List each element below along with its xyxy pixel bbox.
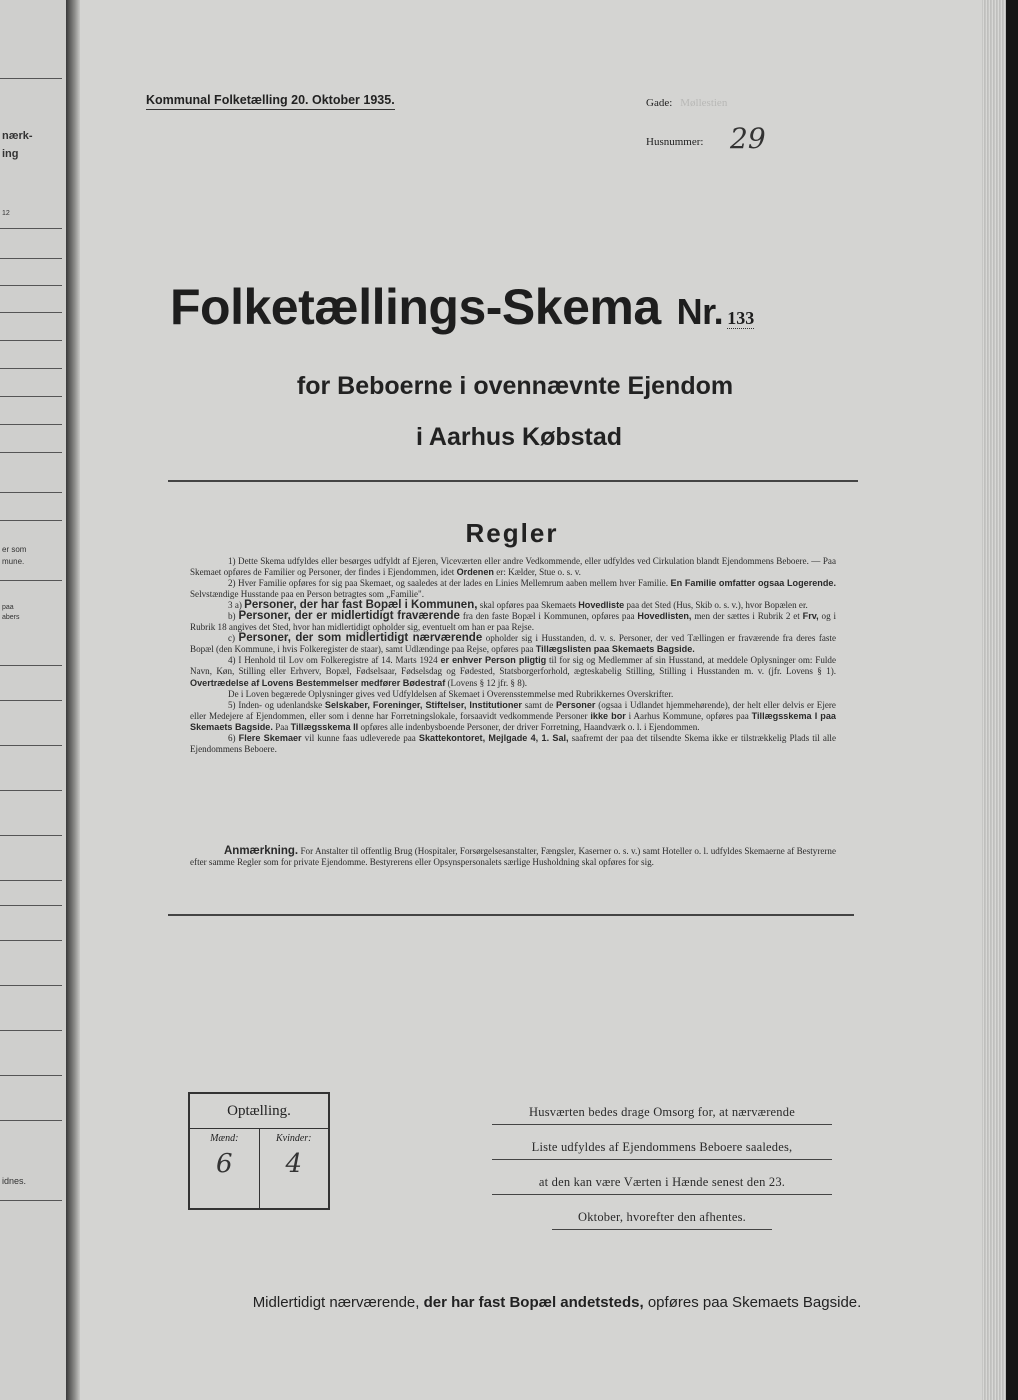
street-value: Møllestien — [680, 97, 728, 109]
men-column — [190, 1129, 259, 1209]
footer-note — [172, 1294, 942, 1311]
form-title — [170, 278, 754, 336]
women-count: 4 — [285, 1149, 303, 1179]
footer-part-2: der har fast Bopæl andetsteds, — [423, 1294, 644, 1311]
left-rule — [0, 78, 62, 79]
owner-line-4: Oktober, hvorefter den afhentes. — [552, 1205, 772, 1230]
rule-3b: b) Personer, der er midlertidigt fraværende fra den faste Bopæl i Kommunen, opføres paa Hovedlisten, men der sættes i Rubrik 2 et Frv, og i Rubrik 18 angives det Sted, hvor han midlertidigt opholder sig, eventuelt om han er paa Rejse. — [190, 610, 837, 633]
owner-line-1: Husværten bedes drage Omsorg for, at nærværende — [492, 1100, 832, 1125]
left-rule — [0, 835, 62, 836]
left-rule — [0, 985, 62, 986]
street-label: Gade: — [646, 97, 673, 109]
left-rule — [0, 258, 62, 259]
left-rule — [0, 520, 62, 521]
rule-4: 4) I Henhold til Lov om Folkeregistre af 14. Marts 1924 er enhver Person pligtig til for sig og Medlemmer af sin Husstand, at meddele Oplysninger om: Fulde Navn, Køn, Stilling eller Erhverv, Bopæl, Fødselsaar, Fødselsdag og Fødested, Statsborgerforhold, ægteskabelig Stilling, Stilling i Husstanden m. v. (jfr. Lovens § 1). Overtrædelse af Lovens Bestemmelser medfører Bødestraf (Lovens § 12 jfr. § 8). — [190, 655, 836, 688]
footer-part-1: Midlertidigt nærværende, — [252, 1294, 420, 1311]
left-rule — [0, 905, 62, 906]
house-number-field — [646, 136, 703, 148]
left-fragment: abers — [2, 614, 20, 621]
house-number-label: Husnummer: — [646, 136, 704, 148]
left-rule — [0, 396, 62, 397]
title-divider — [168, 480, 858, 482]
census-form-page — [80, 0, 990, 1400]
owner-line-3: at den kan være Værten i Hænde senest den 23. — [492, 1170, 832, 1195]
owner-instructions — [492, 1100, 832, 1240]
form-title-main: Folketællings-Skema — [170, 279, 661, 335]
form-subtitle-2: i Aarhus Købstad — [415, 423, 623, 451]
count-title: Optælling. — [190, 1094, 328, 1129]
rule-3a: 3 a) Personer, der har fast Bopæl i Kommunen, skal opføres paa Skemaets Hovedliste paa det Sted (Hus, Skib o. s. v.), hvor Bopælen er. — [228, 599, 808, 612]
rule-3c: c) Personer, der som midlertidigt nærværende opholder sig i Husstanden, d. v. s. Personer, der ved Tællingen er fraværende fra deres faste Bopæl (den Kommune, i hvis Folkeregister de staar), samt Udlændinge paa Rejse, opføres paa Tillægslisten paa Skemaets Bagside. — [190, 632, 836, 655]
left-fragment: nærk- — [2, 130, 33, 142]
women-label: Kvinder: — [275, 1133, 312, 1144]
rule-6: 6) Flere Skemaer vil kunne faas udleverede paa Skattekontoret, Mejlgade 4, 1. Sal, saafremt der paa det tilsendte Skema ikke er tilstrækkelig Plads til alle Ejendommens Beboere. — [190, 732, 836, 754]
census-date-line: Kommunal Folketælling 20. Oktober 1935. — [146, 93, 395, 110]
rules-divider — [168, 914, 854, 916]
rule-4b: De i Loven begærede Oplysninger gives ved Udfyldelsen af Skemaet i Overensstemmelse med Rubrikkernes Overskrifter. — [228, 688, 674, 699]
form-number-label: Nr. — [676, 291, 724, 332]
left-rule — [0, 228, 62, 229]
owner-line-2: Liste udfyldes af Ejendommens Beboere saaledes, — [492, 1135, 832, 1160]
left-rule — [0, 940, 62, 941]
left-rule — [0, 312, 62, 313]
remark-label: Anmærkning. — [224, 845, 299, 857]
footer-part-3: opføres paa Skemaets Bagside. — [647, 1294, 862, 1311]
rules-heading: Regler — [465, 518, 559, 548]
left-rule — [0, 285, 62, 286]
rule-2: 2) Hver Familie opføres for sig paa Skemaet, og saaledes at der lades en Linies Mellemrum aaben mellem hver Familie. En Familie omfatter ogsaa Logerende. Selvstændige Husstande paa en Person betragtes som „Familie". — [190, 578, 836, 600]
left-rule — [0, 368, 62, 369]
left-rule — [0, 580, 62, 581]
left-rule — [0, 790, 62, 791]
left-rule — [0, 1120, 62, 1121]
left-fragment: er som — [2, 545, 27, 554]
left-rule — [0, 1200, 62, 1201]
count-box — [188, 1092, 330, 1210]
remark-text: For Anstalter til offentlig Brug (Hospitaler, Forsørgelsesanstalter, Fængsler, Kaserner o. s. v.) samt Hoteller o. l. udfyldes Skemaerne af Bestyrerne efter samme Regler som for private Ejendomme. Bestyrerens eller Opsynspersonalets særlige Husholdning skal opføres for sig. — [190, 846, 836, 868]
left-rule — [0, 340, 62, 341]
left-rule — [0, 880, 62, 881]
remark-note — [190, 846, 836, 868]
left-fragment: paa — [2, 604, 14, 611]
rule-1: 1) Dette Skema udfyldes eller besørges udfyldt af Ejeren, Viceværten eller andre Vedkommende, eller udfyldes ved Cirkulation blandt Ejendommens Beboere. — Paa Skemaet opføres de Familier og Personer, der findes i Ejendommen, idet Ordenen er: Kælder, Stue o. s. v. — [190, 556, 836, 578]
left-rule — [0, 665, 62, 666]
rule-5: 5) Inden- og udenlandske Selskaber, Foreninger, Stiftelser, Institutioner samt de Personer (ogsaa i Udlandet hjemmehørende), der helt eller delvis er Ejere eller Medejere af Ejendommen, eller som i denne har Forretningslokale, forsaavidt vedkommende Personer ikke bor i Aarhus Kommune, opføres paa Tillægsskema I paa Skemaets Bagside. Paa Tillægsskema II opføres alle indenbysboende Personer, der driver Forretning, Haandværk o. l. i Ejendommen. — [190, 699, 836, 732]
left-fragment: idnes. — [2, 1176, 27, 1186]
form-subtitle-1: for Beboerne i ovennævnte Ejendom — [296, 372, 734, 400]
page-stack-edge — [982, 0, 1006, 1400]
left-rule — [0, 492, 62, 493]
house-number-value: 29 — [730, 122, 766, 155]
left-rule — [0, 452, 62, 453]
left-fragment: 12 — [2, 210, 10, 217]
men-count: 6 — [215, 1149, 233, 1179]
left-fragment: ing — [2, 148, 19, 160]
rules-text — [190, 556, 836, 755]
street-field — [646, 97, 727, 109]
form-number-value: 133 — [727, 308, 755, 328]
left-rule — [0, 424, 62, 425]
left-rule — [0, 700, 62, 701]
women-column — [259, 1129, 329, 1209]
men-label: Mænd: — [210, 1133, 239, 1144]
left-page-remnant — [0, 0, 68, 1400]
book-gutter — [66, 0, 80, 1400]
left-fragment: mune. — [2, 557, 25, 566]
left-rule — [0, 1030, 62, 1031]
left-rule — [0, 1075, 62, 1076]
left-rule — [0, 745, 62, 746]
